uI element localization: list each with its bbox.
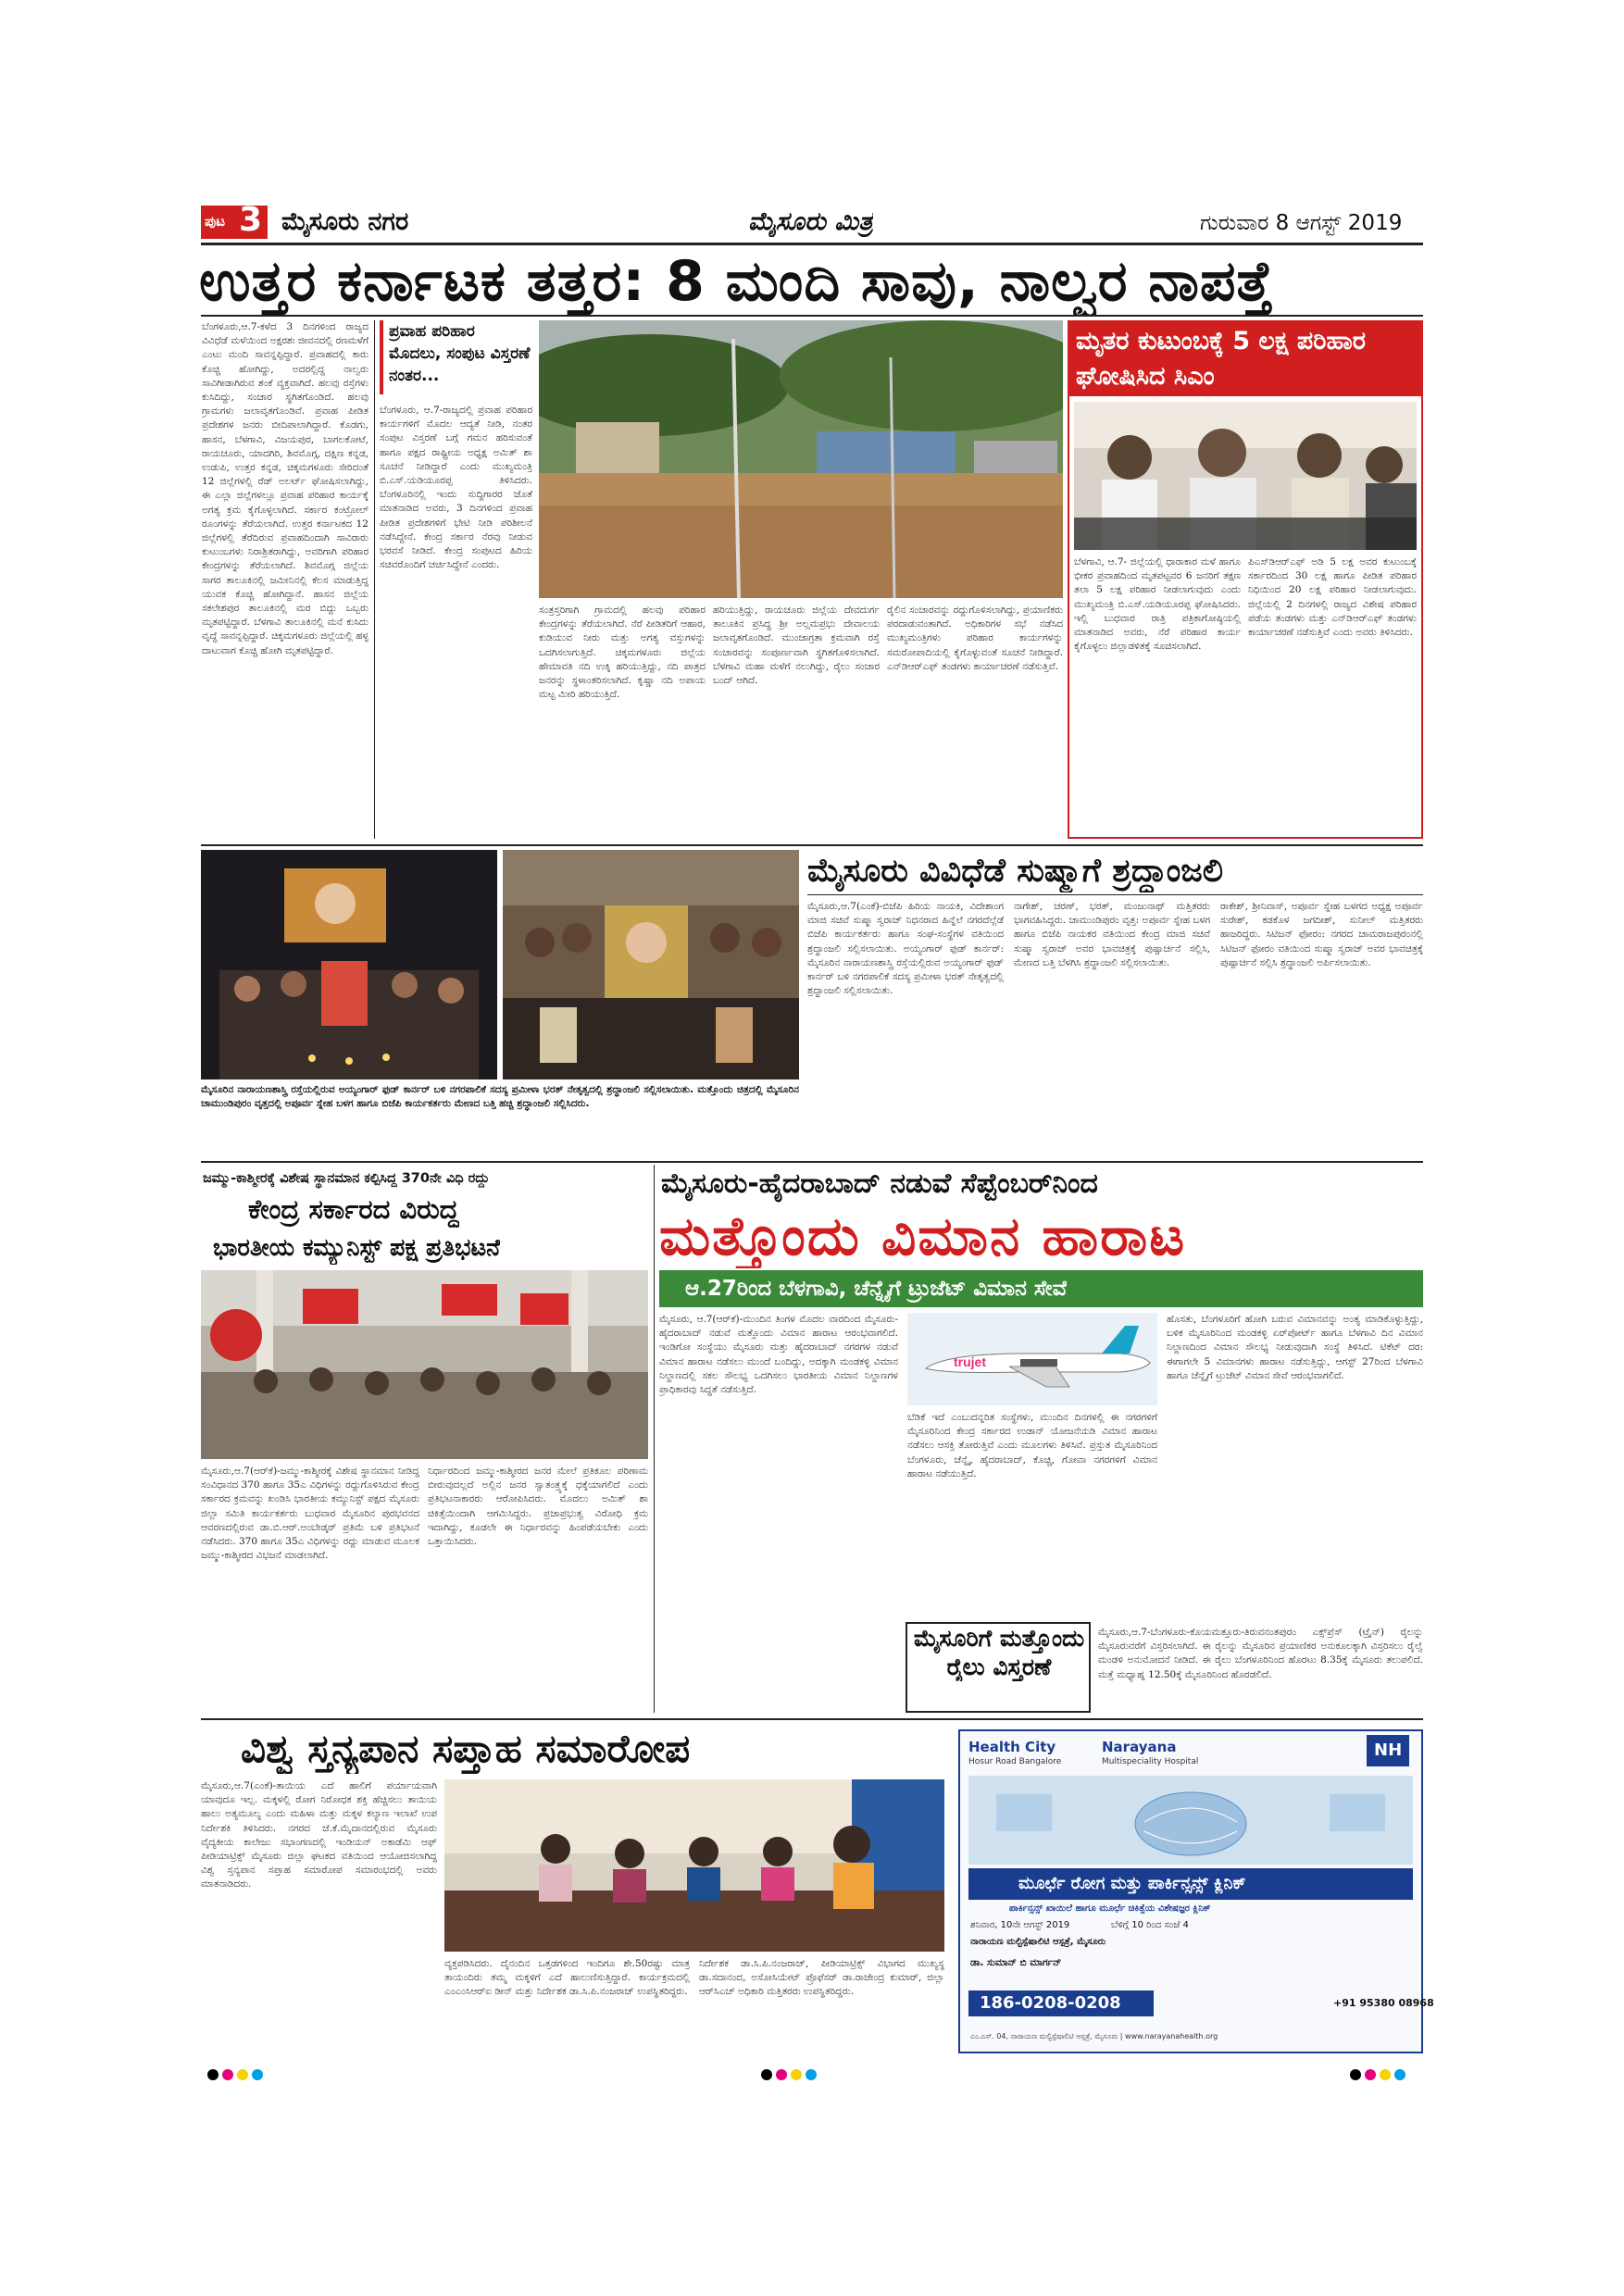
sushma-headline: ಮೈಸೂರು ವಿವಿಧೆಡೆ ಸುಷ್ಮಾಗೆ ಶ್ರದ್ಧಾಂಜಲಿ xyxy=(807,853,1224,890)
ad-brand-2-sub: Multispeciality Hospital xyxy=(1102,1757,1199,1766)
relief-col-1: ಬೆಳಗಾವಿ, ಆ.7- ಜಿಲ್ಲೆಯಲ್ಲಿ ಧಾರಾಕಾರ ಮಳೆ ಹಾಗೂ ಭೀಕರ ಪ್ರವಾಹದಿಂದ ಮೃತಪಟ್ಟವರ 6 ಜನರಿಗೆ ತಕ್ಷಣ ತಲಾ 5 ಲಕ್ಷ ಪರಿಹಾರ ನೀಡಲಾಗುವುದು ಎಂದು ಮುಖ್ಯಮಂತ್ರಿ ಬಿ.ಎಸ್.ಯಡಿಯೂರಪ್ಪ ಘೋಷಿಸಿದರು. ಇಲ್ಲಿ ಬುಧವಾರ ರಾತ್ರಿ ಪತ್ರಿಕಾಗೋಷ್ಠಿಯಲ್ಲಿ ಮಾತನಾಡಿದ ಅವರು, ನೆರೆ ಪರಿಹಾರ ಕಾರ್ಯ ಕೈಗೊಳ್ಳಲು ಜಿಲ್ಲಾಡಳಿತಕ್ಕೆ ಸೂಚಿಸಲಾಗಿದೆ. xyxy=(1074,556,1241,653)
tribute-group-scene xyxy=(503,850,799,1079)
ad-brand-1-sub: Hosur Road Bangalore xyxy=(968,1757,1062,1766)
cpi-col-1: ಮೈಸೂರು,ಆ.7(ಆರ್‌ಕೆ)-ಜಮ್ಮು-ಕಾಶ್ಮೀರಕ್ಕೆ ವಿಶೇಷ ಸ್ಥಾನಮಾನ ನೀಡಿದ್ದ ಸಂವಿಧಾನದ 370 ಹಾಗೂ 35ಎ ವಿಧಿಗಳನ್ನು ರದ್ದುಗೊಳಿಸಿರುವ ಕೇಂದ್ರ ಸರ್ಕಾರದ ಕ್ರಮವನ್ನು ಖಂಡಿಸಿ ಭಾರತೀಯ ಕಮ್ಯುನಿಸ್ಟ್ ಪಕ್ಷದ ಮೈಸೂರು ಜಿಲ್ಲಾ ಸಮಿತಿ ಕಾರ್ಯಕರ್ತರು ಬುಧವಾರ ಮೈಸೂರಿನ ಪುರಭವನದ ಆವರಣದಲ್ಲಿರುವ ಡಾ.ಬಿ.ಆರ್.ಅಂಬೇಡ್ಕರ್ ಪ್ರತಿಮೆ ಬಳಿ ಪ್ರತಿಭಟನೆ ನಡೆಸಿದರು. 370 ಹಾಗೂ 35ಎ ವಿಧಿಗಳನ್ನು ರದ್ದು ಮಾಡುವ ಮೂಲಕ ಜಮ್ಮು-ಕಾಶ್ಮೀರದ ವಿಭಜನೆ ಮಾಡಲಾಗಿದೆ. xyxy=(201,1466,419,1562)
ad-date: ಶನಿವಾರ, 10ನೇ ಆಗಸ್ಟ್ 2019 xyxy=(970,1920,1070,1930)
brain-scan-graphic xyxy=(968,1776,1413,1865)
ad-brand-1: Health City xyxy=(968,1739,1056,1755)
ad-doctor: ಡಾ. ಸುಮಾನ್ ಬಿ ಮಾರ್ಗನ್ xyxy=(970,1957,1062,1968)
sushma-col-3: ರಾಕೇಶ್, ಶ್ರೀನಿವಾಸ್, ಅಪೂರ್ವ ಸ್ನೇಹ ಬಳಗದ ಅಧ್ಯಕ್ಷ ಅಪೂರ್ವ ಸುರೇಶ್, ಕಡಕೊಳ ಜಗದೀಶ್, ಸುನೀಲ್ ಮತ್ತಿತರರು ಹಾಜರಿದ್ದರು. ಸಿಟಿಜನ್ ಫೋರಂ: ನಗರದ ಚಾಮರಾಜಪುರಂನಲ್ಲಿ ಸಿಟಿಜನ್ ಫೋರಂ ವತಿಯಿಂದ ಸುಷ್ಮಾ ಸ್ವರಾಜ್ ಅವರ ಭಾವಚಿತ್ರಕ್ಕೆ ಪುಷ್ಪಾರ್ಚನೆ ಸಲ್ಲಿಸಿ ಶ್ರದ್ಧಾಂಜಲಿ ಅರ್ಪಿಸಲಾಯಿತು. xyxy=(1220,901,1423,968)
flight-headline: ಮತ್ತೊಂದು ವಿಮಾನ ಹಾರಾಟ xyxy=(659,1204,1187,1267)
breastfeeding-photo xyxy=(444,1779,944,1952)
cpi-col-2: ನಿರ್ಧಾರದಿಂದ ಜಮ್ಮು-ಕಾಶ್ಮೀರದ ಜನರ ಮೇಲೆ ಪ್ರತಿಕೂಲ ಪರಿಣಾಮ ಬೀರುವುದಲ್ಲದೆ ಅಲ್ಲಿನ ಜನರ ಸ್ವಾತಂತ್ರ್ಯಕ್ಕೆ ಧಕ್ಕೆಯಾಗಲಿದೆ ಎಂದು ಪ್ರತಿಭಟನಾಕಾರರು ಆರೋಪಿಸಿದರು. ಮೊದಲು ಅಮಿತ್ ಶಾ ಚಿಕಿತ್ಸೆಯಿಂದಾಗಿ ಆಗಮಿಸಿದ್ದರು. ಪ್ರಜಾಪ್ರಭುತ್ವ ವಿರೋಧಿ ಕ್ರಮ ಇದಾಗಿದ್ದು, ಕೂಡಲೇ ಈ ನಿರ್ಧಾರವನ್ನು ಹಿಂಪಡೆಯಬೇಕು ಎಂದು ಒತ್ತಾಯಿಸಿದರು. xyxy=(428,1466,648,1548)
issue-date: ಗುರುವಾರ 8 ಆಗಸ್ಟ್ 2019 xyxy=(1200,211,1403,235)
breastfeeding-col-1: ಮೈಸೂರು,ಆ.7(ಎಂಕೆ)-ತಾಯಿಯ ಎದೆ ಹಾಲಿಗೆ ಪರ್ಯಾಯವಾಗಿ ಯಾವುದೂ ಇಲ್ಲ. ಮಕ್ಕಳಲ್ಲಿ ರೋಗ ನಿರೋಧಕ ಶಕ್ತಿ ಹೆಚ್ಚಿಸಲು ತಾಯಿಯ ಹಾಲು ಅತ್ಯಮೂಲ್ಯ ಎಂದು ಮಹಿಳಾ ಮತ್ತು ಮಕ್ಕಳ ಕಲ್ಯಾಣ ಇಲಾಖೆ ಉಪ ನಿರ್ದೇಶಕಿ ತಿಳಿಸಿದರು. ನಗರದ ಜೆ.ಕೆ.ಮೈದಾನದಲ್ಲಿರುವ ಮೈಸೂರು ವೈದ್ಯಕೀಯ ಕಾಲೇಜು ಸಭಾಂಗಣದಲ್ಲಿ ಇಂಡಿಯನ್ ಅಕಾಡೆಮಿ ಆಫ್ ಪೀಡಿಯಾಟ್ರಿಕ್ಸ್ ಮೈಸೂರು ಜಿಲ್ಲಾ ಘಟಕದ ವತಿಯಿಂದ ಆಯೋಜಿಸಲಾಗಿದ್ದ ವಿಶ್ವ ಸ್ತನ್ಯಪಾನ ಸಪ್ತಾಹ ಸಮಾರೋಪ ಸಮಾರಂಭದಲ್ಲಿ ಅವರು ಮಾತನಾಡಿದರು. xyxy=(201,1780,437,1890)
sushma-caption: ಮೈಸೂರಿನ ನಾರಾಯಣಶಾಸ್ತ್ರಿ ರಸ್ತೆಯಲ್ಲಿರುವ ಅಯ್ಯಂಗಾರ್ ಫುಡ್ ಕಾರ್ನರ್ ಬಳಿ ನಗರಪಾಲಿಕೆ ಸದಸ್ಯ ಪ್ರಮೀಳಾ ಭರತ್ ನೇತೃತ್ವದಲ್ಲಿ ಶ್ರದ್ಧಾಂಜಲಿ ಸಲ್ಲಿಸಲಾಯಿತು. ಮತ್ತೊಂದು ಚಿತ್ರದಲ್ಲಿ ಮೈಸೂರಿನ ಚಾಮುಂಡಿಪುರಂ ವೃತ್ತದಲ್ಲಿ ಅಪೂರ್ವ ಸ್ನೇಹ ಬಳಗ ಹಾಗೂ ಬಿಜೆಪಿ ಕಾರ್ಯಕರ್ತರು ಮೇಣದ ಬತ್ತಿ ಹಚ್ಚಿ ಶ್ರದ್ಧಾಂಜಲಿ ಸಲ್ಲಿಸಿದರು. xyxy=(201,1084,799,1109)
rail-text: ಮೈಸೂರು,ಆ.7-ಬೆಂಗಳೂರು-ಕೊಯಮತ್ತೂರು-ತಿರುವನಂತಪುರಂ ಎಕ್ಸ್‌ಪ್ರೆಸ್ (ಟ್ರೈನ್) ರೈಲನ್ನು ಮೈಸೂರುವರೆಗೆ ವಿಸ್ತರಿಸಲಾಗಿದೆ. ಈ ರೈಲನ್ನು ಮೈಸೂರಿನ ಪ್ರಯಾಣಿಕರ ಅನುಕೂಲಕ್ಕಾಗಿ ವಿಸ್ತರಿಸಲು ರೈಲ್ವೆ ಮಂಡಳಿ ಅನುಮೋದನೆ ನೀಡಿದೆ. ಈ ರೈಲು ಬೆಂಗಳೂರಿನಿಂದ ಹೊರಟು 8.35ಕ್ಕೆ ಮೈಸೂರು ತಲುಪಲಿದೆ. ಮತ್ತೆ ಮಧ್ಯಾಹ್ನ 12.50ಕ್ಕೆ ಮೈಸೂರಿನಿಂದ ಹೊರಡಲಿದೆ. xyxy=(1098,1627,1423,1680)
vertical-divider xyxy=(654,1165,655,1713)
col-divider xyxy=(374,320,375,839)
registration-marks-left xyxy=(207,2066,267,2084)
flight-subhead: ಆ.27ರಿಂದ ಬೆಳಗಾವಿ, ಚೆನ್ನೈಗೆ ಟ್ರುಜೆಟ್ ವಿಮಾನ ಸೇವೆ xyxy=(685,1277,1068,1301)
breastfeeding-col-2: ವ್ಯಕ್ತಪಡಿಸಿದರು. ದೈನಂದಿನ ಒತ್ತಡಗಳಿಂದ ಇಂದಿಗೂ ಶೇ.50ರಷ್ಟು ಮಾತ್ರ ತಾಯಂದಿರು ತಮ್ಮ ಮಕ್ಕಳಿಗೆ ಎದೆ ಹಾಲುಣಿಸುತ್ತಿದ್ದಾರೆ. ಕಾರ್ಯಕ್ರಮದಲ್ಲಿ ಎಂಎಂಸಿಆರ್‌ಐ ಡೀನ್ ಮತ್ತು ನಿರ್ದೇಶಕ ಡಾ.ಸಿ.ಪಿ.ನಂಜರಾಜ್ ಉಪಸ್ಥಿತರಿದ್ದರು. xyxy=(444,1958,690,1998)
section-rule-3 xyxy=(201,1718,1423,1720)
ad-brain-image xyxy=(968,1776,1413,1865)
page-number: 3 xyxy=(239,202,263,239)
lead-col-4: ಹರಿಯುತ್ತಿದ್ದು, ರಾಯಚೂರು ಜಿಲ್ಲೆಯ ದೇವದುರ್ಗ ತಾಲೂಕಿನ ಪ್ರಸಿದ್ಧ ಶ್ರೀ ಅಲ್ಲಮಪ್ರಭು ದೇವಾಲಯ ಜಲಾವೃತಗೊಂಡಿದೆ. ಮುಂಜಾಗ್ರತಾ ಕ್ರಮವಾಗಿ ರಸ್ತೆ ಸಂಚಾರವನ್ನು ಸಂಪೂರ್ಣವಾಗಿ ಸ್ಥಗಿತಗೊಳಿಸಲಾಗಿದೆ. ಬೆಳಗಾವಿ ಮಹಾ ಮಳೆಗೆ ನಲುಗಿದ್ದು, ರೈಲು ಸಂಚಾರ ಬಂದ್ ಆಗಿದೆ. xyxy=(713,605,880,687)
section-rule-1 xyxy=(201,844,1423,846)
section-rule-2 xyxy=(201,1161,1423,1163)
sushma-col-1: ಮೈಸೂರು,ಆ.7(ಎಂಕೆ)-ಬಿಜೆಪಿ ಹಿರಿಯ ನಾಯಕಿ, ವಿದೇಶಾಂಗ ಮಾಜಿ ಸಚಿವೆ ಸುಷ್ಮಾ ಸ್ವರಾಜ್ ನಿಧನರಾದ ಹಿನ್ನೆಲೆ ನಗರದೆಲ್ಲೆಡೆ ಬಿಜೆಪಿ ಕಾರ್ಯಕರ್ತರು ಹಾಗೂ ಸಂಘ-ಸಂಸ್ಥೆಗಳ ವತಿಯಿಂದ ಶ್ರದ್ಧಾಂಜಲಿ ಸಲ್ಲಿಸಲಾಯಿತು. ಅಯ್ಯಂಗಾರ್ ಫುಡ್ ಕಾರ್ನರ್: ಮೈಸೂರಿನ ನಾರಾಯಣಶಾಸ್ತ್ರಿ ರಸ್ತೆಯಲ್ಲಿರುವ ಅಯ್ಯಂಗಾರ್ ಫುಡ್ ಕಾರ್ನರ್ ಬಳಿ ನಗರಪಾಲಿಕೆ ಸದಸ್ಯ ಪ್ರಮೀಳಾ ಭರತ್ ನೇತೃತ್ವದಲ್ಲಿ ಶ್ರದ್ಧಾಂಜಲಿ ಸಲ್ಲಿಸಲಾಯಿತು. xyxy=(807,901,1004,997)
sushma-col-2: ನಾಗೇಶ್, ಚರಣ್, ಭರತ್, ಮಂಜುನಾಥ್ ಮತ್ತಿತರರು ಭಾಗವಹಿಸಿದ್ದರು. ಚಾಮುಂಡಿಪುರಂ ವೃತ್ತ: ಅಪೂರ್ವ ಸ್ನೇಹ ಬಳಗ ಹಾಗೂ ಬಿಜೆಪಿ ನಾಯಕರ ವತಿಯಿಂದ ಕೇಂದ್ರ ಮಾಜಿ ಸಚಿವೆ ಸುಷ್ಮಾ ಸ್ವರಾಜ್ ಅವರ ಭಾವಚಿತ್ರಕ್ಕೆ ಪುಷ್ಪಾರ್ಚನೆ ಸಲ್ಲಿಸಿ, ಮೇಣದ ಬತ್ತಿ ಬೆಳಗಿಸಿ ಶ್ರದ್ಧಾಂಜಲಿ ಸಲ್ಲಿಸಲಾಯಿತು. xyxy=(1014,901,1210,968)
flight-col-1: ಮೈಸೂರು, ಆ.7(ಆರ್‌ಕೆ)-ಮುಂದಿನ ತಿಂಗಳ ಮೊದಲ ವಾರದಿಂದ ಮೈಸೂರು-ಹೈದರಾಬಾದ್ ನಡುವೆ ಮತ್ತೊಂದು ವಿಮಾನ ಹಾರಾಟ ಆರಂಭವಾಗಲಿದೆ. ಇಂಡಿಗೋ ಸಂಸ್ಥೆಯು ಮೈಸೂರು ಮತ್ತು ಹೈದರಾಬಾದ್ ನಗರಗಳ ನಡುವೆ ವಿಮಾನ ಹಾರಾಟ ನಡೆಸಲು ಮುಂದೆ ಬಂದಿದ್ದು, ಅದಕ್ಕಾಗಿ ಮಂಡಕಳ್ಳಿ ವಿಮಾನ ನಿಲ್ದಾಣದಲ್ಲಿ ಸಕಲ ಸೌಲಭ್ಯ ಒದಗಿಸಲು ಭಾರತೀಯ ವಿಮಾನ ನಿಲ್ದಾಣಗಳ ಪ್ರಾಧಿಕಾರವು ಸಿದ್ಧತೆ ನಡೆಸುತ್ತಿದೆ. xyxy=(659,1314,898,1396)
lead-col-1: ಬೆಂಗಳೂರು,ಆ.7-ಕಳೆದ 3 ದಿನಗಳಿಂದ ರಾಜ್ಯದ ವಿವಿಧೆಡೆ ಮಳೆಯಿಂದ ಅಕ್ಷರಶಃ ಜೀವನದಲ್ಲಿ ರಣಮಳೆಗೆ ಎಂಟು ಮಂದಿ ಸಾವನ್ನಪ್ಪಿದ್ದಾರೆ. ಪ್ರವಾಹದಲ್ಲಿ ಕಾರು ಕೊಚ್ಚಿ ಹೋಗಿದ್ದು, ಅದರಲ್ಲಿದ್ದ ನಾಲ್ವರು ಸಾವಿಗೀಡಾಗಿರುವ ಶಂಕೆ ವ್ಯಕ್ತವಾಗಿದೆ. ಹಲವು ರಸ್ತೆಗಳು ಕುಸಿದಿದ್ದು, ಸಂಚಾರ ಸ್ಥಗಿತಗೊಂಡಿದೆ. ಹಲವು ಗ್ರಾಮಗಳು ಜಲಾವೃತಗೊಂಡಿವೆ. ಪ್ರವಾಹ ಪೀಡಿತ ಪ್ರದೇಶಗಳ ಜನರು ಬೀದಿಪಾಲಾಗಿದ್ದಾರೆ. ಕೊಡಗು, ಹಾಸನ, ಬೆಳಗಾವಿ, ವಿಜಯಪುರ, ಬಾಗಲಕೋಟೆ, ರಾಯಚೂರು, ಯಾದಗಿರಿ, ಶಿವಮೊಗ್ಗ, ದಕ್ಷಿಣ ಕನ್ನಡ, ಉಡುಪಿ, ಉತ್ತರ ಕನ್ನಡ, ಚಿಕ್ಕಮಗಳೂರು ಸೇರಿದಂತೆ 12 ಜಿಲ್ಲೆಗಳಲ್ಲಿ ರೆಡ್ ಅಲರ್ಟ್ ಘೋಷಿಸಲಾಗಿದ್ದು, ಈ ಎಲ್ಲಾ ಜಿಲ್ಲೆಗಳಲ್ಲೂ ಪ್ರವಾಹ ಪರಿಹಾರ ಕಾರ್ಯಕ್ಕೆ ಅಗತ್ಯ ಕ್ರಮ ಕೈಗೊಳ್ಳಲಾಗಿದೆ. ಸರ್ಕಾರ ಕಂಟ್ರೋಲ್ ರೂಂಗಳನ್ನು ತೆರೆಯಲಾಗಿದೆ. ಉತ್ತರ ಕರ್ನಾಟಕದ 12 ಜಿಲ್ಲೆಗಳಲ್ಲಿ ತೆರೆದಿರುವ ಪ್ರವಾಹದಿಂದಾಗಿ ಸಾವಿರಾರು ಕುಟುಂಬಗಳು ನಿರಾಶ್ರಿತರಾಗಿದ್ದು, ಅವರಿಗಾಗಿ ಪರಿಹಾರ ಕೇಂದ್ರಗಳನ್ನು ತೆರೆಯಲಾಗಿದೆ. ಶಿವಮೊಗ್ಗ ಜಿಲ್ಲೆಯ ಸಾಗರ ತಾಲೂಕಿನಲ್ಲಿ ಜಮೀನಿನಲ್ಲಿ ಕೆಲಸ ಮಾಡುತ್ತಿದ್ದ ಯುವಕ ಕೊಚ್ಚಿ ಹೋಗಿದ್ದಾನೆ. ಹಾಸನ ಜಿಲ್ಲೆಯ ಸಕಲೇಶಪುರ ತಾಲೂಕಿನಲ್ಲಿ ಮರ ಬಿದ್ದು ಒಬ್ಬರು ಮೃತಪಟ್ಟಿದ್ದಾರೆ. ಬೆಳಗಾವಿ ತಾಲೂಕಿನಲ್ಲಿ ಮನೆ ಕುಸಿದು ವೃದ್ಧೆ ಸಾವನ್ನಪ್ಪಿದ್ದಾರೆ. ಚಿಕ್ಕಮಗಳೂರು ಜಿಲ್ಲೆಯಲ್ಲಿ ಹಳ್ಳ ದಾಟುವಾಗ ಕೊಚ್ಚಿ ಹೋಗಿ ಮೃತಪಟ್ಟಿದ್ದಾರೆ. xyxy=(202,321,369,656)
flood-photo xyxy=(539,320,1063,598)
cpi-headline-1: ಕೇಂದ್ರ ಸರ್ಕಾರದ ವಿರುದ್ಧ xyxy=(248,1193,459,1225)
sushma-photo-1 xyxy=(201,850,497,1079)
breastfeeding-headline: ವಿಶ್ವ ಸ್ತನ್ಯಪಾನ ಸಪ್ತಾಹ ಸಮಾರೋಪ xyxy=(241,1726,691,1771)
ad-phone[interactable]: 186-0208-0208 xyxy=(980,1993,1121,2013)
section-name: ಮೈಸೂರು ನಗರ xyxy=(281,207,409,236)
rail-headline: ಮೈಸೂರಿಗೆ ಮತ್ತೊಂದು ರೈಲು ವಿಸ್ತರಣೆ xyxy=(913,1625,1085,1680)
aircraft-image xyxy=(907,1313,1157,1405)
ad-time: ಬೆಳಿಗ್ಗೆ 10 ರಿಂದ ಸಂಜೆ 4 xyxy=(1111,1920,1189,1930)
lead-rule xyxy=(201,315,1423,317)
candle-vigil-scene xyxy=(201,850,497,1079)
lead-col-2: ಬೆಂಗಳೂರು, ಆ.7-ರಾಜ್ಯದಲ್ಲಿ ಪ್ರವಾಹ ಪರಿಹಾರ ಕಾರ್ಯಗಳಿಗೆ ಮೊದಲ ಆದ್ಯತೆ ನೀಡಿ, ನಂತರ ಸಂಪುಟ ವಿಸ್ತರಣೆ ಬಗ್ಗೆ ಗಮನ ಹರಿಸುವಂತೆ ಹಾಗೂ ಪಕ್ಷದ ರಾಷ್ಟ್ರೀಯ ಅಧ್ಯಕ್ಷ ಅಮಿತ್ ಶಾ ಸೂಚನೆ ನೀಡಿದ್ದಾರೆ ಎಂದು ಮುಖ್ಯಮಂತ್ರಿ ಬಿ.ಎಸ್.ಯಡಿಯೂರಪ್ಪ ತಿಳಿಸಿದರು. ಬೆಂಗಳೂರಿನಲ್ಲಿ ಇಂದು ಸುದ್ದಿಗಾರರ ಜೊತೆ ಮಾತನಾಡಿದ ಅವರು, 3 ದಿನಗಳಿಂದ ಪ್ರವಾಹ ಪೀಡಿತ ಪ್ರದೇಶಗಳಿಗೆ ಭೇಟಿ ನೀಡಿ ಪರಿಶೀಲನೆ ನಡೆಸಿದ್ದೇನೆ. ಕೇಂದ್ರ ಸರ್ಕಾರ ನೆರವು ನೀಡುವ ಭರವಸೆ ನೀಡಿದೆ. ಕೇಂದ್ರ ಸಂಪುಟದ ಹಿರಿಯ ಸಚಿವರೊಂದಿಗೆ ಚರ್ಚಿಸಿದ್ದೇನೆ ಎಂದರು. xyxy=(380,405,532,571)
flight-col-2: ಬೆಡಿಕೆ ಇದೆ ಎಂಬುದನ್ನರಿತ ಸಂಸ್ಥೆಗಳು, ಮುಂದಿನ ದಿನಗಳಲ್ಲಿ ಈ ನಗರಗಳಿಗೆ ಮೈಸೂರಿನಿಂದ ಕೇಂದ್ರ ಸರ್ಕಾರದ ಉಡಾನ್ ಯೋಜನೆಯಡಿ ವಿಮಾನ ಹಾರಾಟ ನಡೆಸಲು ಆಸಕ್ತಿ ತೋರುತ್ತಿವೆ ಎಂದು ಮೂಲಗಳು ತಿಳಿಸಿವೆ. ಪ್ರಸ್ತುತ ಮೈಸೂರಿನಿಂದ ಬೆಂಗಳೂರು, ಚೆನ್ನೈ, ಹೈದರಾಬಾದ್, ಕೊಚ್ಚಿ, ಗೋವಾ ನಗರಗಳಿಗೆ ವಿಮಾನ ಹಾರಾಟ ನಡೆಯುತ್ತಿದೆ. xyxy=(907,1412,1157,1479)
sushma-photo-2 xyxy=(503,850,799,1079)
aircraft-label: trujet xyxy=(954,1354,986,1369)
relief-col-2: ಪಿಎಸ್‌ಡಿಆರ್‌ಎಫ್ ಅಡಿ 5 ಲಕ್ಷ ಅವರ ಕುಟುಂಬಕ್ಕೆ ಸರ್ಕಾರದಿಂದ 30 ಲಕ್ಷ ಹಾಗೂ ಪೀಡಿತ ಪರಿಹಾರ ನಿಧಿಯಿಂದ 20 ಲಕ್ಷ ಪರಿಹಾರ ನೀಡಲಾಗುವುದು. ಜಿಲ್ಲೆಯಲ್ಲಿ 2 ದಿನಗಳಲ್ಲಿ ರಾಜ್ಯದ ವಿಶೇಷ ಪರಿಹಾರ ಪಡೆಯ ತಂಡಗಳು ಮತ್ತು ಎನ್‌ಡಿಆರ್‌ಎಫ್ ತಂಡಗಳು ಕಾರ್ಯಾಚರಣೆ ನಡೆಸುತ್ತಿವೆ ಎಂದು ಅವರು ತಿಳಿಸಿದರು. xyxy=(1248,556,1417,639)
sushma-rule xyxy=(807,894,1423,895)
trujet-photo xyxy=(907,1313,1157,1405)
registration-marks-right xyxy=(1350,2066,1409,2084)
lead-col-3b: ಸಂತ್ರಸ್ತರಿಗಾಗಿ ಗ್ರಾಮದಲ್ಲಿ ಹಲವು ಪರಿಹಾರ ಕೇಂದ್ರಗಳನ್ನು ತೆರೆಯಲಾಗಿದೆ. ನೆರೆ ಪೀಡಿತರಿಗೆ ಆಹಾರ, ಕುಡಿಯುವ ನೀರು ಮತ್ತು ಅಗತ್ಯ ವಸ್ತುಗಳನ್ನು ಒದಗಿಸಲಾಗುತ್ತಿದೆ. ಚಿಕ್ಕಮಗಳೂರು ಜಿಲ್ಲೆಯ ಹೇಮಾವತಿ ನದಿ ಉಕ್ಕಿ ಹರಿಯುತ್ತಿದ್ದು, ನದಿ ಪಾತ್ರದ ಜನರನ್ನು ಸ್ಥಳಾಂತರಿಸಲಾಗಿದೆ. ಕೃಷ್ಣಾ ನದಿ ಅಪಾಯ ಮಟ್ಟ ಮೀರಿ ಹರಿಯುತ್ತಿದೆ. xyxy=(539,605,706,701)
ad-title: ಮೂರ್ಛೆ ರೋಗ ಮತ್ತು ಪಾರ್ಕಿನ್ಸನ್ಸ್ ಕ್ಲಿನಿಕ್ xyxy=(1018,1874,1246,1893)
ad-logo-text: NH xyxy=(1374,1741,1403,1760)
ad-mobile[interactable]: +91 95380 08968 xyxy=(1333,1997,1434,2009)
registration-marks-center xyxy=(761,2066,820,2084)
masthead: ಮೈಸೂರು ಮಿತ್ರ xyxy=(748,207,873,236)
conference-scene xyxy=(444,1779,944,1952)
press-meet-scene xyxy=(1074,402,1417,550)
flight-kicker: ಮೈಸೂರು-ಹೈದರಾಬಾದ್ ನಡುವೆ ಸೆಪ್ಟೆಂಬರ್‌ನಿಂದ xyxy=(661,1167,1098,1200)
ad-brand-2: Narayana xyxy=(1102,1739,1177,1755)
relief-first-heading: ಪ್ರವಾಹ ಪರಿಹಾರ ಮೊದಲು, ಸಂಪುಟ ವಿಸ್ತರಣೆ ನಂತರ... xyxy=(389,322,531,385)
page-label: ಪುಟ xyxy=(205,213,226,230)
cpi-protest-photo xyxy=(201,1270,648,1459)
cm-press-photo xyxy=(1074,402,1417,550)
relief-headline: ಮೃತರ ಕುಟುಂಬಕ್ಕೆ 5 ಲಕ್ಷ ಪರಿಹಾರ ಘೋಷಿಸಿದ ಸಿಎಂ xyxy=(1076,327,1367,391)
header-rule xyxy=(201,243,1423,245)
lead-headline: ಉತ್ತರ ಕರ್ನಾಟಕ ತತ್ತರ: 8 ಮಂದಿ ಸಾವು, ನಾಲ್ವರ ನಾಪತ್ತೆ xyxy=(199,249,1274,314)
ad-footer: ಎಂ.ಎಸ್. 04, ನಾರಾಯಣ ಮಲ್ಟಿಸ್ಪೆಷಾಲಿಟಿ ಆಸ್ಪತ್ರೆ, ಮೈಸೂರು | www.narayanahealth.org xyxy=(970,2032,1218,2040)
flood-scene xyxy=(539,320,1063,598)
protest-scene xyxy=(201,1270,648,1459)
breastfeeding-col-3: ನಿರ್ದೇಶಕ ಡಾ.ಸಿ.ಪಿ.ನಂಜರಾಜ್, ಪೀಡಿಯಾಟ್ರಿಕ್ಸ್ ವಿಭಾಗದ ಮುಖ್ಯಸ್ಥ ಡಾ.ಸದಾನಂದ, ಅಸೋಸಿಯೇಟ್ ಪ್ರೊಫೆಸರ್ ಡಾ.ರಾಜೇಂದ್ರ ಕುಮಾರ್, ಜಿಲ್ಲಾ ಆರ್‌ಸಿಎಚ್ ಅಧಿಕಾರಿ ಮತ್ತಿತರರು ಉಪಸ್ಥಿತರಿದ್ದರು. xyxy=(699,1958,944,1998)
ad-venue: ನಾರಾಯಣ ಮಲ್ಟಿಸ್ಪೆಷಾಲಿಟಿ ಆಸ್ಪತ್ರೆ, ಮೈಸೂರು xyxy=(970,1937,1106,1947)
cpi-kicker: ಜಮ್ಮು-ಕಾಶ್ಮೀರಕ್ಕೆ ವಿಶೇಷ ಸ್ಥಾನಮಾನ ಕಲ್ಪಿಸಿದ್ದ 370ನೇ ವಿಧಿ ರದ್ದು xyxy=(203,1171,490,1186)
lead-col-5: ರೈಲಿನ ಸಂಚಾರವನ್ನು ರದ್ದುಗೊಳಿಸಲಾಗಿದ್ದು, ಪ್ರಯಾಣಿಕರು ಪರದಾಡುವಂತಾಗಿದೆ. ಅಧಿಕಾರಿಗಳ ಸಭೆ ನಡೆಸಿದ ಮುಖ್ಯಮಂತ್ರಿಗಳು ಪರಿಹಾರ ಕಾರ್ಯಗಳನ್ನು ಸಮರೋಪಾದಿಯಲ್ಲಿ ಕೈಗೊಳ್ಳುವಂತೆ ಸೂಚನೆ ನೀಡಿದ್ದಾರೆ. ಎನ್‌ಡಿಆರ್‌ಎಫ್ ತಂಡಗಳು ಕಾರ್ಯಾಚರಣೆ ನಡೆಸುತ್ತಿವೆ. xyxy=(887,605,1063,672)
flight-col-3: ಹೊಸತು, ಬೆಂಗಳೂರಿಗೆ ಹೋಗಿ ಬರುವ ವಿಮಾನವನ್ನು ಅಂತ್ಯ ಮಾಡಿಕೊಳ್ಳುತ್ತಿದ್ದು, ಬಳಿಕ ಮೈಸೂರಿನಿಂದ ಮಂಡಕಳ್ಳಿ ಏರ್‌ಪೋರ್ಟ್ ಹಾಗೂ ಬೆಳಗಾವಿ ದಿನ ವಿಮಾನ ನಿಲ್ದಾಣದಿಂದ ವಿಮಾನ ಸೌಲಭ್ಯ ನೀಡುವುದಾಗಿ ಸಂಸ್ಥೆ ತಿಳಿಸಿದೆ. ಟಿಕೆಟ್ ದರ: ಈಗಾಗಲೇ 5 ವಿಮಾನಗಳು ಹಾರಾಟ ನಡೆಸುತ್ತಿದ್ದು, ಆಗಸ್ಟ್ 27ರಿಂದ ಬೆಳಗಾವಿ ಹಾಗೂ ಚೆನ್ನೈಗೆ ಟ್ರುಜೆಟ್ ವಿಮಾನ ಸೇವೆ ಆರಂಭವಾಗಲಿದೆ. xyxy=(1167,1314,1423,1381)
cpi-headline-2: ಭಾರತೀಯ ಕಮ್ಯುನಿಸ್ಟ್ ಪಕ್ಷ ಪ್ರತಿಭಟನೆ xyxy=(213,1234,501,1262)
ad-subtitle: ಪಾರ್ಕಿನ್ಸನ್ಸ್ ಖಾಯಿಲೆ ಹಾಗೂ ಮೂರ್ಛೆ ಚಿಕಿತ್ಸೆಯ ವಿಶೇಷಜ್ಞರ ಕ್ಲಿನಿಕ್ xyxy=(1009,1903,1211,1914)
